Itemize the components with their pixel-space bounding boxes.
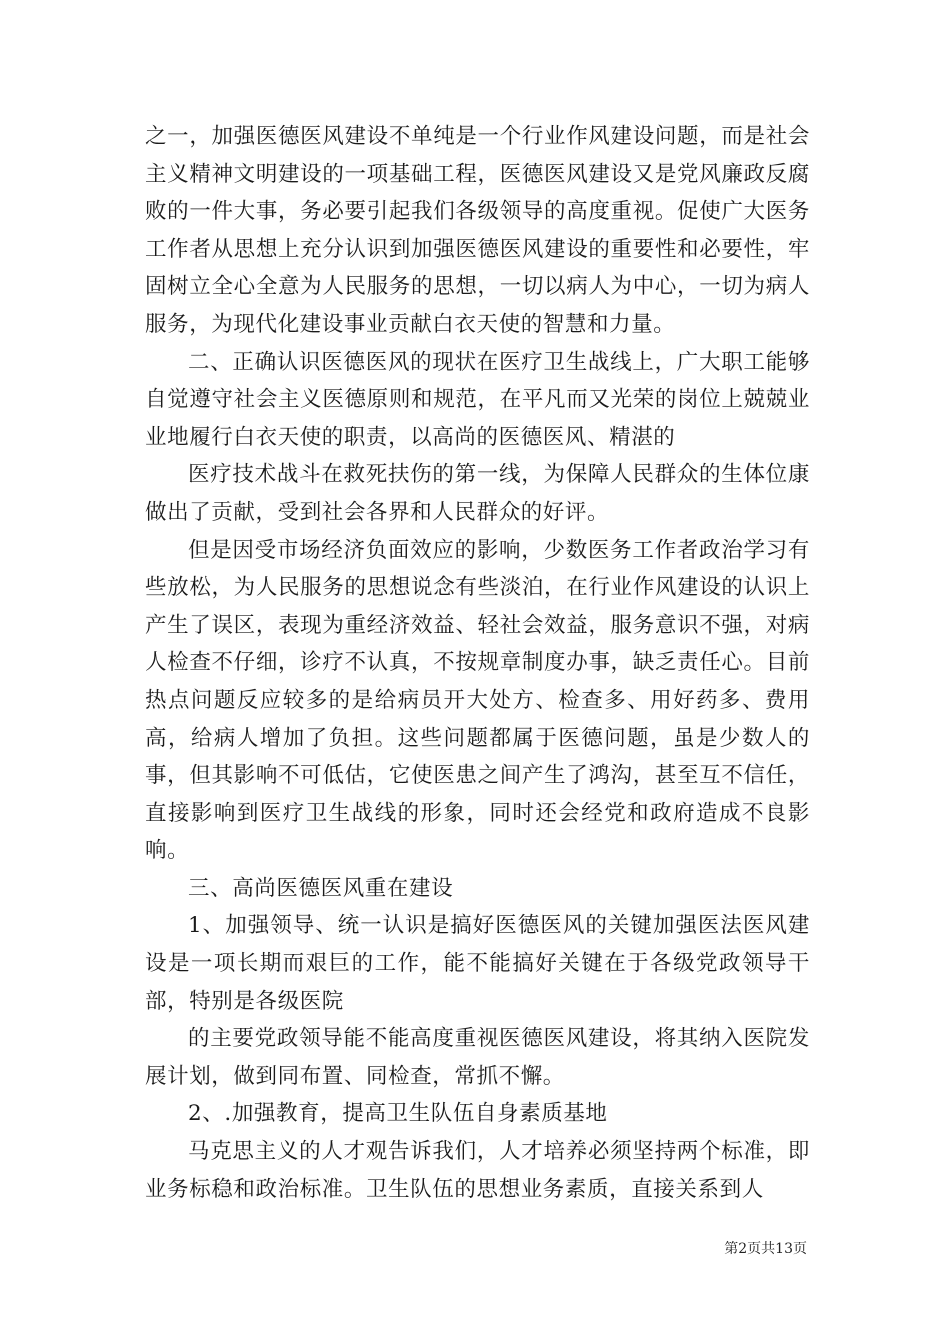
section-heading-3: 三、高尚医德医风重在建设 [188,875,454,901]
paragraph-1: 之一，加强医德医风建设不单纯是一个行业作风建设问题，而是社会主义精神文明建设的一项基础工程，医德医风建设又是党风廉政反腐败的一件大事，务必要引起我们各级领导的高度重视。促使广大医务工作者从思想上充分认识到加强医德医风建设的重要性和必要性，牢固树立全心全意为人民服务的思想，一切以病人为中心，一切为病人服务，为现代化建设事业贡献白衣天使的智慧和力量。 [145,124,810,337]
paragraph-6: 1、加强领导、统一认识是搞好医德医风的关键加强医法医风建设是一项长期而艰巨的工作，能不能搞好关键在于各级党政领导干部，特别是各级医院 [145,913,810,1014]
paragraph-7: 的主要党政领导能不能高度重视医德医风建设，将其纳入医院发展计划，做到同布置、同检查，常抓不懈。 [145,1026,810,1089]
page-number-footer [724,1240,807,1258]
document-body [145,118,810,1208]
paragraph-9: 马克思主义的人才观告诉我们，人才培养必须坚持两个标准，即业务标稳和政治标准。卫生队伍的思想业务素质，直接关系到人 [145,1139,810,1202]
page-number-label: 第2页共13页 [724,1241,807,1257]
paragraph-3: 医疗技术战斗在救死扶伤的第一线，为保障人民群众的生体位康做出了贡献，受到社会各界和人民群众的好评。 [145,462,810,525]
paragraph-4: 但是因受市场经济负面效应的影响，少数医务工作者政治学习有些放松，为人民服务的思想说念有些淡泊，在行业作风建设的认识上产生了误区，表现为重经济效益、轻社会效益，服务意识不强，对病人检查不仔细，诊疗不认真，不按规章制度办事，缺乏责任心。目前热点问题反应较多的是给病员开大处方、检查多、用好药多、费用高，给病人增加了负担。这些问题都属于医德问题，虽是少数人的事，但其影响不可低估，它使医患之间产生了鸿沟，甚至互不信任，直接影响到医疗卫生战线的形象，同时还会经党和政府造成不良影响。 [145,537,810,864]
paragraph-2: 二、正确认识医德医风的现状在医疗卫生战线上，广大职工能够自觉遵守社会主义医德原则和规范，在平凡而又光荣的岗位上兢兢业业地履行白衣天使的职责，以高尚的医德医风、精湛的 [145,349,810,450]
subheading-2: 2、.加强教育，提高卫生队伍自身素质基地 [188,1101,608,1127]
